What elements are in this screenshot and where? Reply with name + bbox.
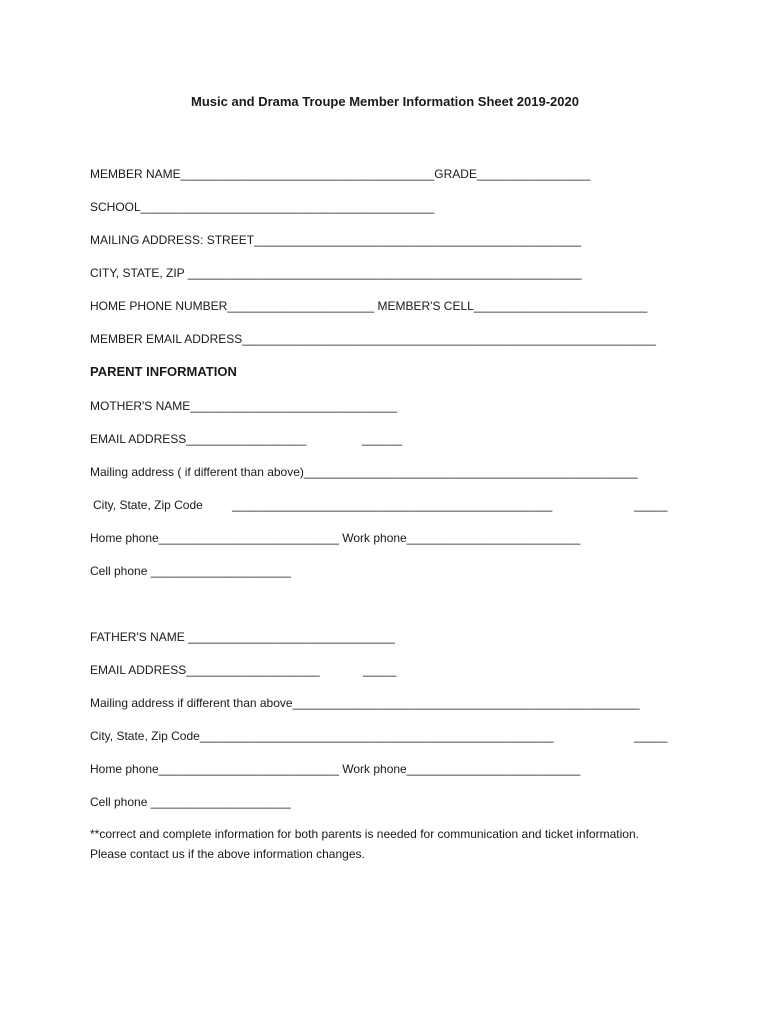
parent-info-note: **correct and complete information for both parents is needed for communication and ticket information. Please contact us if the above information changes.	[90, 827, 639, 861]
mother-email-extra-field[interactable]: ______	[362, 432, 403, 446]
father-cell-field[interactable]: Cell phone _____________________	[90, 795, 291, 809]
father-city-field[interactable]: City, State, Zip Code_____________________________________________________	[90, 729, 554, 743]
mother-cell-field[interactable]: Cell phone _____________________	[90, 564, 291, 578]
father-name-field[interactable]: FATHER'S NAME _______________________________	[90, 630, 395, 644]
mother-name-field[interactable]: MOTHER'S NAME_______________________________	[90, 399, 398, 413]
page-title: Music and Drama Troupe Member Information Sheet 2019-2020	[191, 94, 579, 109]
father-email-field[interactable]: EMAIL ADDRESS____________________	[90, 663, 320, 677]
mother-city-field[interactable]: ________________________________________________	[232, 498, 553, 512]
mother-mailing-address-field[interactable]: Mailing address ( if different than above)__________________________________________________	[90, 465, 638, 479]
member-email-field[interactable]: MEMBER EMAIL ADDRESS______________________________________________________________	[90, 332, 657, 346]
mother-city-label: City, State, Zip Code	[93, 498, 203, 512]
father-mailing-address-field[interactable]: Mailing address if different than above____________________________________________________	[90, 696, 640, 710]
mother-phone-fields[interactable]: Home phone___________________________ Work phone__________________________	[90, 531, 581, 545]
city-state-zip-field[interactable]: CITY, STATE, ZIP ___________________________________________________________	[90, 266, 582, 280]
member-name-grade-field[interactable]: MEMBER NAME______________________________________GRADE_________________	[90, 167, 591, 181]
phone-fields[interactable]: HOME PHONE NUMBER______________________ MEMBER'S CELL__________________________	[90, 299, 648, 313]
school-field[interactable]: SCHOOL____________________________________________	[90, 200, 435, 214]
mailing-address-field[interactable]: MAILING ADDRESS: STREET_________________________________________________	[90, 233, 582, 247]
mother-email-field[interactable]: EMAIL ADDRESS__________________	[90, 432, 307, 446]
father-phone-fields[interactable]: Home phone___________________________ Work phone__________________________	[90, 762, 581, 776]
father-email-extra-field[interactable]: _____	[363, 663, 397, 677]
parent-information-heading: PARENT INFORMATION	[90, 364, 237, 379]
mother-city-extra-field[interactable]: _____	[634, 498, 668, 512]
father-city-extra-field[interactable]: _____	[634, 729, 668, 743]
